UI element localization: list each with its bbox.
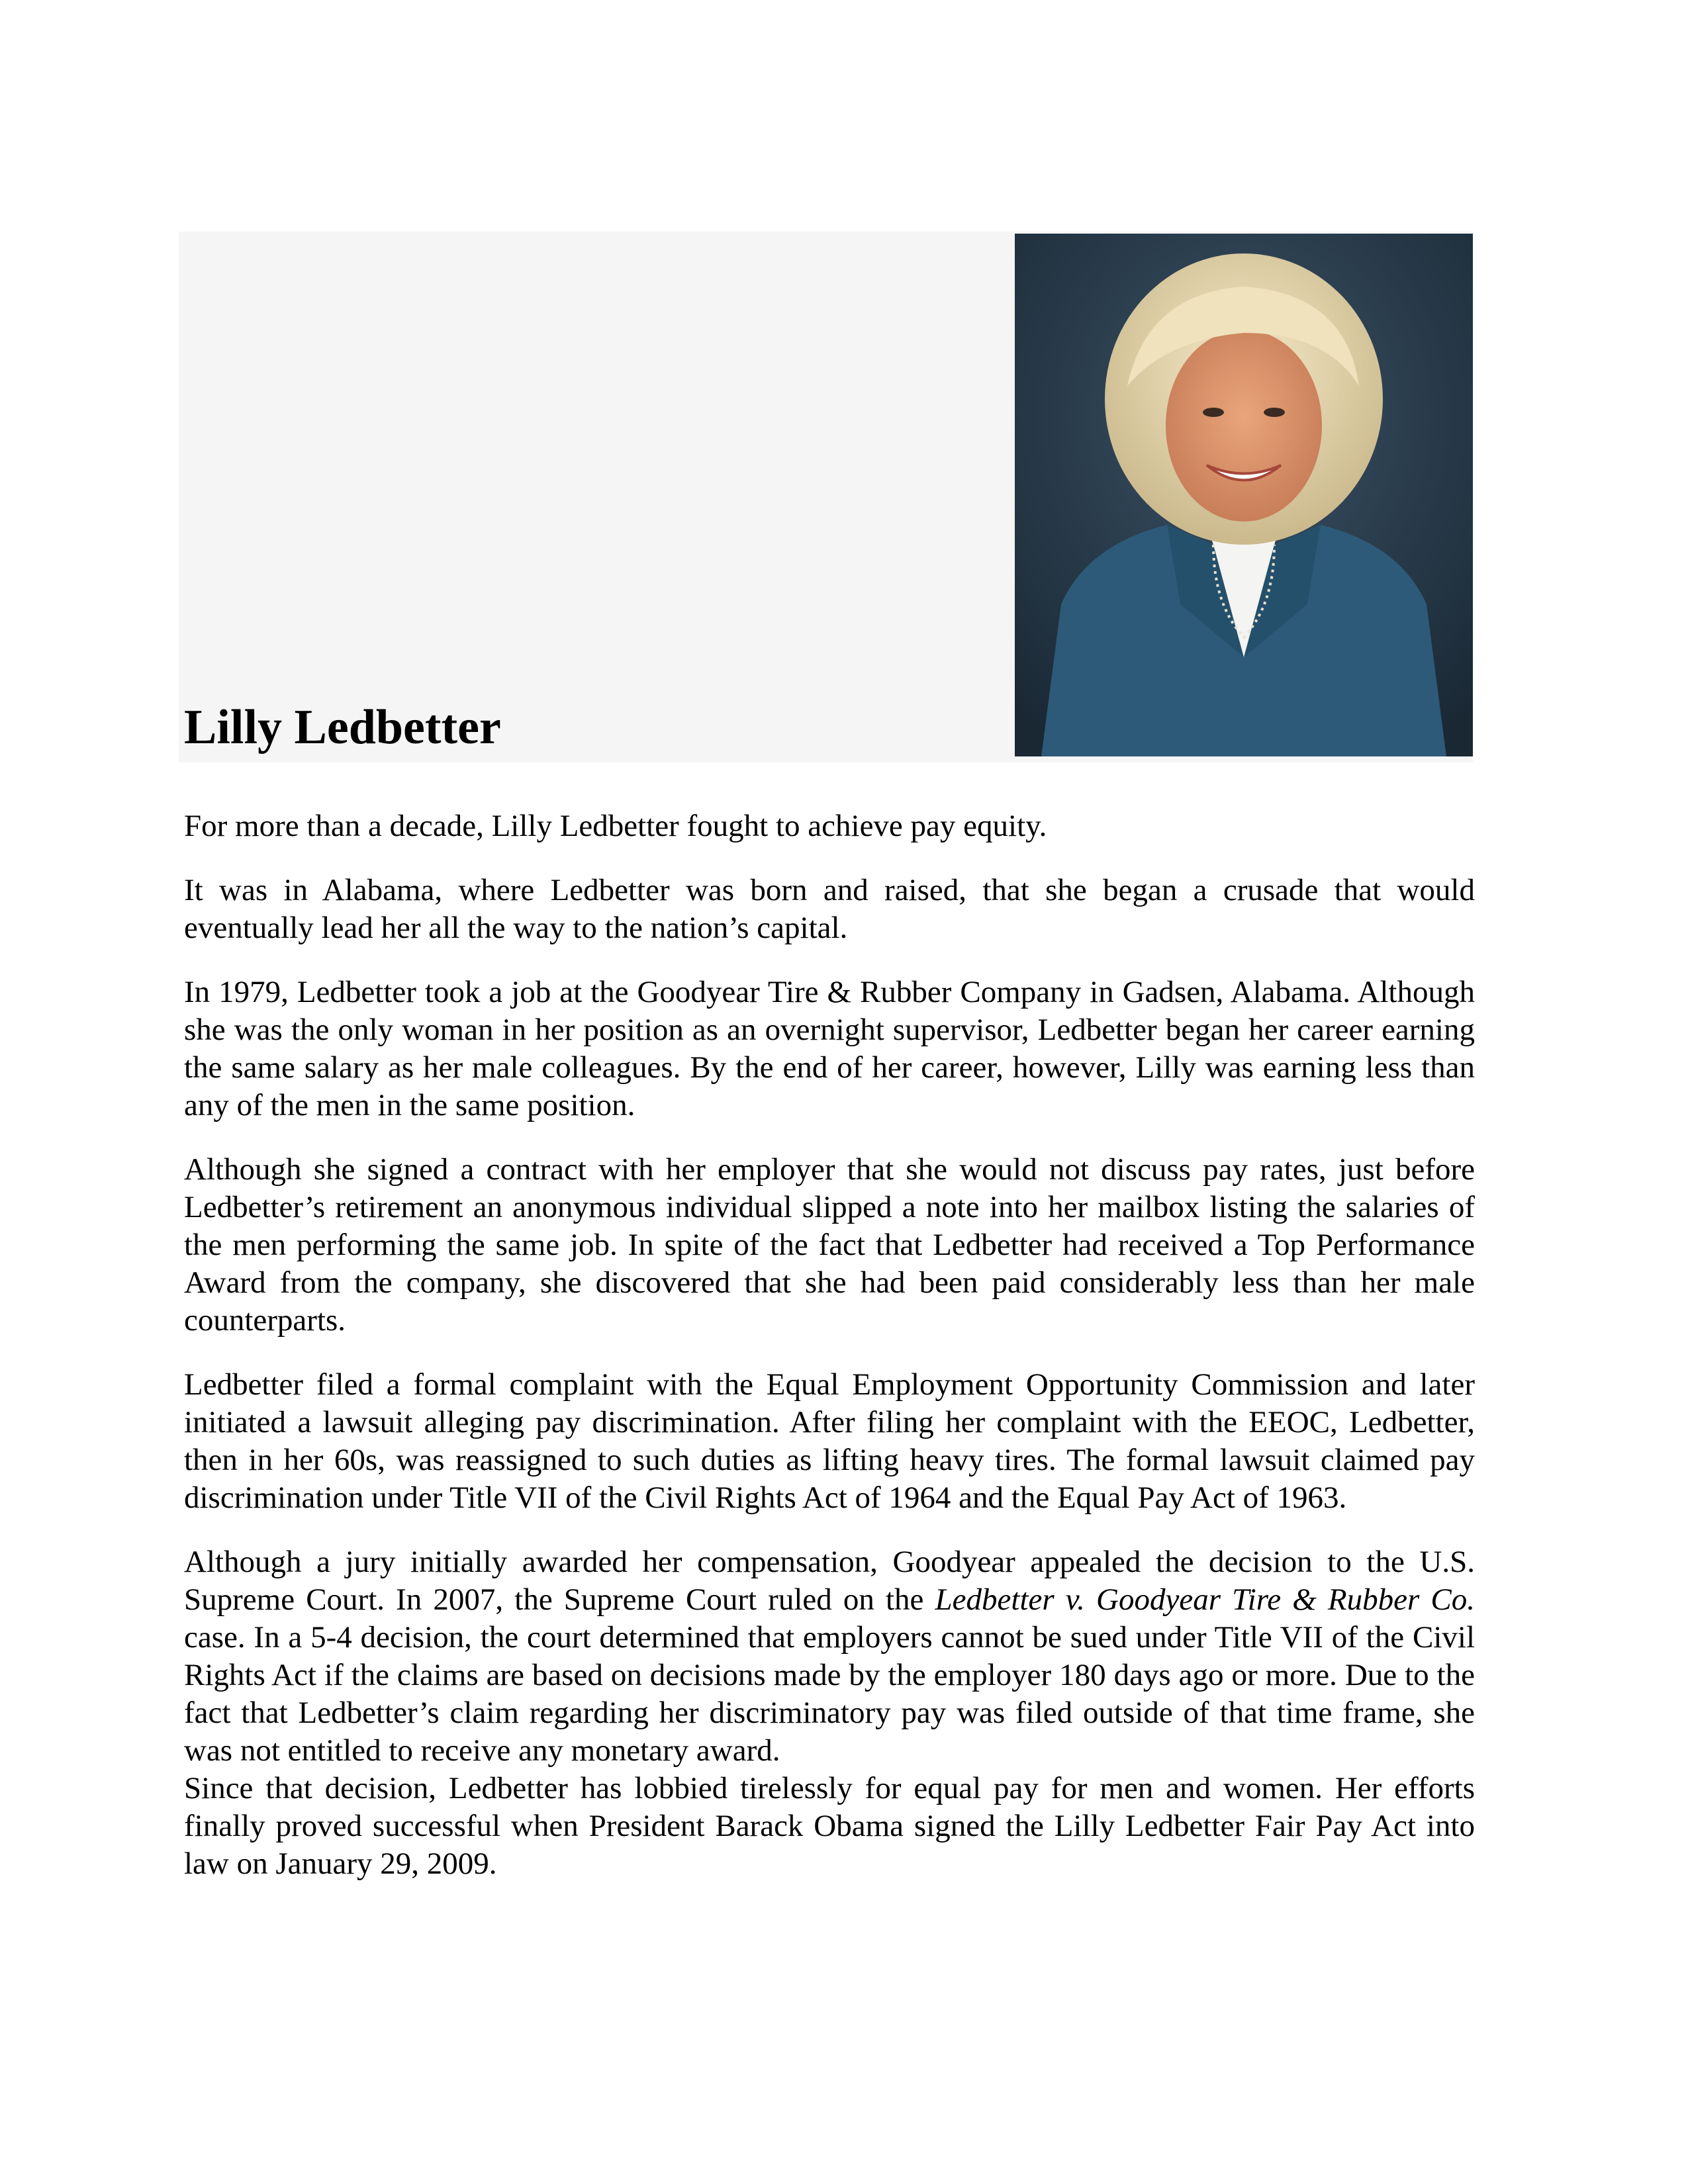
paragraph-6-after: case. In a 5-4 decision, the court determined that employers cannot be sued under Title VII of the Civil Rights Act if the claims are based on decisions made by the employer 180 days ago or more. Due to the fact that Ledbetter’s claim regarding her discriminatory pay was filed outside of that time frame, she was not entitled to receive any monetary award. [184,1620,1475,1768]
page-title: Lilly Ledbetter [184,700,501,754]
paragraph-6-before: Although a jury initially awarded her compensation, Goodyear appealed the decision to the U.S. Supreme Court. In 2007, the Supreme Court ruled on the [184,1545,1475,1617]
paragraph-3: In 1979, Ledbetter took a job at the Goodyear Tire & Rubber Company in Gadsen, Alabama. Although she was the only woman in her position as an overnight supervisor, Ledbetter began her career earning the same salary as her male colleagues. By the end of her career, however, Lilly was earning less than any of the men in the same position. [184,975,1475,1122]
article-body [184,807,1475,1909]
paragraph-1: For more than a decade, Lilly Ledbetter fought to achieve pay equity. [184,809,1047,843]
paragraph-2: It was in Alabama, where Ledbetter was born and raised, that she began a crusade that would eventually lead her all the way to the nation’s capital. [184,873,1475,945]
paragraph-7: Since that decision, Ledbetter has lobbied tirelessly for equal pay for men and women. Her efforts finally proved successful when President Barack Obama signed the Lilly Ledbetter Fair Pay Act into law on January 29, 2009. [184,1771,1475,1881]
paragraph-6 [184,1543,1475,1770]
paragraph-5: Ledbetter filed a formal complaint with the Equal Employment Opportunity Commission and later initiated a lawsuit alleging pay discrimination. After filing her complaint with the EEOC, Ledbetter, then in her 60s, was reassigned to such duties as lifting heavy tires. The formal lawsuit claimed pay discrimination under Title VII of the Civil Rights Act of 1964 and the Equal Pay Act of 1963. [184,1367,1475,1515]
case-name: Ledbetter v. Goodyear Tire & Rubber Co. [935,1582,1475,1617]
portrait-illustration [1015,234,1473,756]
portrait-photo [1015,234,1473,756]
paragraph-4: Although she signed a contract with her employer that she would not discuss pay rates, just before Ledbetter’s retirement an anonymous individual slipped a note into her mailbox listing the salaries of the men performing the same job. In spite of the fact that Ledbetter had received a Top Performance Award from the company, she discovered that she had been paid considerably less than her male counterparts. [184,1152,1475,1338]
